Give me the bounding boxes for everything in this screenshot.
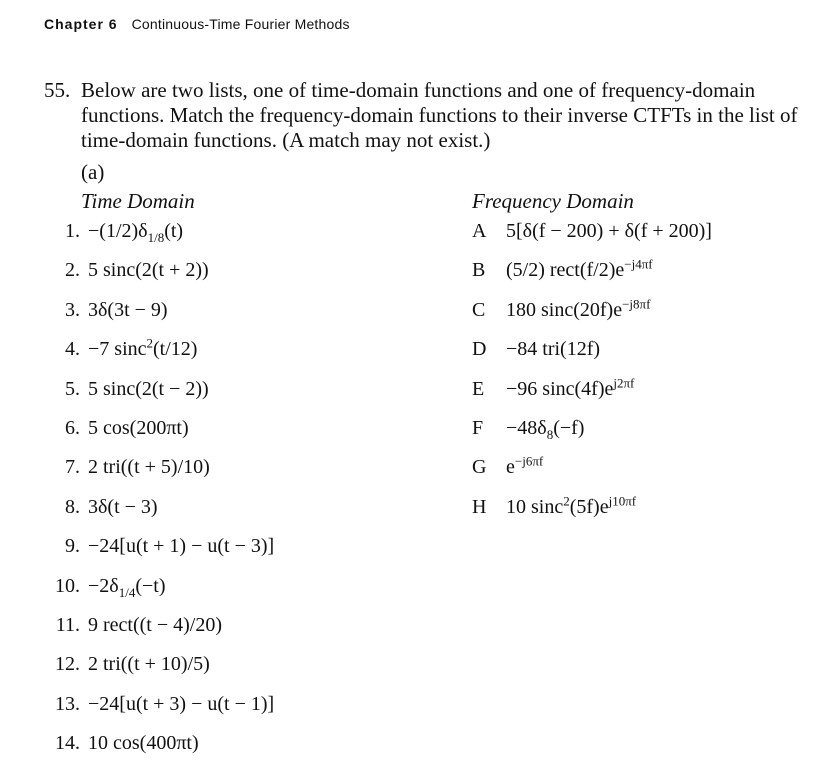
expr-text: −48δ — [506, 417, 547, 439]
expr-text: (5/2) rect(f/2)e — [506, 259, 625, 282]
item-label: 2. — [65, 259, 80, 282]
expr-text: (5f)e — [569, 495, 609, 518]
time-domain-item — [50, 220, 183, 243]
item-label: G — [472, 456, 487, 479]
expr-superscript: −j8πf — [622, 296, 651, 312]
item-label: 6. — [65, 417, 80, 439]
item-label: 5. — [65, 377, 80, 400]
item-expression — [506, 338, 600, 360]
item-label: C — [472, 298, 486, 321]
item-expression — [88, 417, 189, 439]
expr-subscript: 1/4 — [118, 584, 136, 600]
item-label: F — [472, 417, 484, 439]
expr-text: 2 tri((t + 10)/5) — [88, 653, 210, 676]
item-label: B — [472, 259, 486, 282]
frequency-domain-item — [472, 220, 712, 243]
time-domain-item — [50, 732, 199, 755]
expr-text: −2δ — [88, 574, 119, 597]
expr-superscript: −j6πf — [514, 453, 544, 469]
expr-text: −84 tri(12f) — [506, 338, 601, 361]
time-domain-item — [50, 378, 209, 401]
expr-superscript: 2 — [563, 493, 570, 509]
time-domain-item — [50, 496, 158, 519]
item-expression — [506, 417, 585, 442]
expr-text: 5 sinc(2(t + 2)) — [88, 259, 209, 282]
item-expression — [88, 378, 209, 400]
item-expression — [88, 220, 184, 245]
item-expression — [506, 296, 651, 321]
frequency-domain-item — [472, 417, 584, 440]
time-domain-heading: Time Domain — [81, 189, 195, 213]
item-expression — [88, 299, 168, 321]
item-label: 1. — [65, 220, 80, 242]
expr-text: 10 cos(400πt) — [88, 732, 199, 755]
item-expression — [88, 614, 222, 636]
time-domain-item — [50, 417, 189, 440]
item-label: 9. — [65, 535, 80, 558]
item-expression — [88, 535, 274, 557]
expr-subscript: 8 — [546, 427, 554, 442]
item-label: 3. — [65, 298, 80, 321]
chapter-label: Chapter 6 — [44, 16, 118, 32]
expr-text: 9 rect((t − 4)/20) — [88, 614, 223, 636]
item-label: 12. — [55, 653, 80, 676]
expr-superscript: j10πf — [608, 493, 637, 509]
expr-text: −96 sinc(4f)e — [506, 377, 614, 400]
item-expression — [88, 456, 210, 478]
item-expression — [506, 453, 544, 479]
expr-text: 10 sinc — [506, 495, 564, 518]
expr-subscript: 1/8 — [147, 230, 165, 245]
expr-text: 2 tri((t + 5)/10) — [88, 456, 210, 479]
page-header — [44, 16, 350, 32]
time-domain-item — [50, 535, 274, 558]
time-domain-item — [50, 614, 222, 637]
time-domain-item — [50, 335, 198, 361]
time-domain-item — [50, 259, 209, 282]
expr-text: e — [506, 456, 515, 479]
item-label: H — [472, 495, 487, 518]
time-domain-item — [50, 575, 165, 598]
item-label: 14. — [55, 732, 80, 755]
item-label: D — [472, 338, 487, 361]
item-expression — [88, 653, 210, 675]
item-expression — [88, 732, 199, 754]
question-text: Below are two lists, one of time-domain functions and one of frequency-domain functions. Match the frequency-domain functions to their inverse CTFTs in the list of time-domain functions. (A match may not exist.) — [81, 78, 798, 152]
frequency-domain-item — [472, 493, 637, 519]
expr-text: −24[u(t + 1) − u(t − 3)] — [88, 535, 275, 558]
item-expression — [88, 574, 166, 600]
expr-superscript: j2πf — [613, 374, 635, 390]
item-expression — [506, 256, 653, 282]
expr-text: 5 cos(200πt) — [88, 417, 189, 439]
item-expression — [88, 693, 274, 715]
time-domain-item — [50, 653, 210, 676]
expr-text: (−f) — [553, 417, 585, 439]
item-label: E — [472, 377, 485, 400]
item-expression — [506, 493, 637, 518]
question-number: 55. — [44, 78, 71, 102]
chapter-title: Continuous-Time Fourier Methods — [131, 16, 350, 32]
frequency-domain-item — [472, 374, 635, 401]
item-label: 7. — [65, 456, 80, 479]
item-expression — [88, 496, 158, 518]
item-expression — [506, 220, 712, 242]
frequency-domain-item — [472, 338, 600, 361]
expr-text: 3δ(t − 3) — [88, 495, 158, 518]
expr-text: −(1/2)δ — [88, 220, 148, 242]
item-expression — [506, 374, 635, 400]
item-label: 11. — [55, 614, 80, 636]
time-domain-item — [50, 693, 274, 716]
expr-superscript: −j4πf — [624, 256, 653, 272]
frequency-domain-item — [472, 256, 653, 282]
item-label: A — [472, 220, 487, 242]
expr-text: −7 sinc — [88, 338, 147, 361]
frequency-domain-item — [472, 453, 544, 479]
expr-text: (−t) — [135, 574, 166, 597]
frequency-domain-heading: Frequency Domain — [472, 189, 634, 213]
expr-text: 5[δ(f − 200) + δ(f + 200)] — [506, 220, 712, 242]
item-label: 4. — [65, 338, 80, 361]
item-label: 13. — [55, 692, 80, 715]
expr-text: −24[u(t + 3) − u(t − 1)] — [88, 692, 275, 715]
time-domain-item — [50, 299, 168, 322]
item-expression — [88, 335, 198, 361]
expr-text: 3δ(3t − 9) — [88, 298, 168, 321]
item-label: 8. — [65, 495, 80, 518]
expr-text: (t/12) — [153, 338, 198, 361]
part-label: (a) — [81, 160, 105, 184]
expr-text: (t) — [164, 220, 184, 242]
time-domain-item — [50, 456, 210, 479]
frequency-domain-item — [472, 296, 651, 322]
item-expression — [88, 259, 209, 281]
expr-text: 5 sinc(2(t − 2)) — [88, 377, 209, 400]
item-label: 10. — [55, 574, 80, 597]
expr-text: 180 sinc(20f)e — [506, 298, 623, 321]
expr-superscript: 2 — [146, 335, 153, 351]
